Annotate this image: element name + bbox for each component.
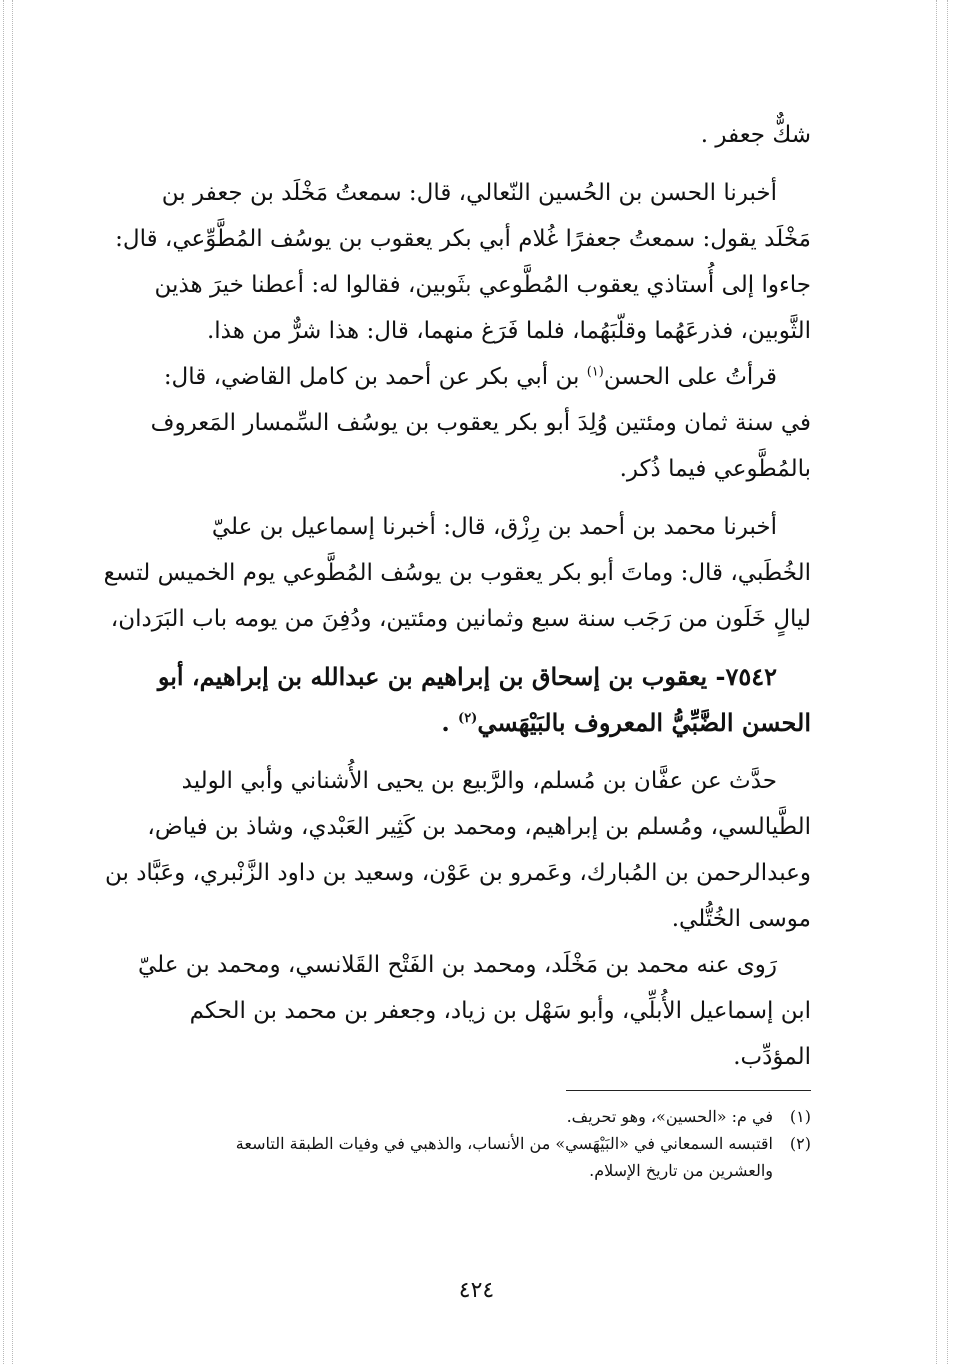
footnote-marker[interactable]: (١) <box>586 364 604 380</box>
entry-heading <box>95 654 811 746</box>
footnote-separator <box>566 1090 811 1091</box>
footnote-marker[interactable]: (٢) <box>458 711 478 726</box>
text-line: مَخْلَد يقول: سمعتُ جعفرًا غُلام أبي بكر يعقوب بن يوسُف المُطَّوِّعي، قال: <box>115 226 811 252</box>
text-line: جاءوا إلى أُستاذي يعقوب المُطَّوعي بثَوبين، فقالوا له: أعطنا خيرَ هذين <box>154 272 811 298</box>
text-line: موسى الخُتُّلي. <box>671 906 811 932</box>
text-line: وعبدالرحمن بن المُبارك، وعَمرو بن عَوْن، وسعيد بن داود الزَّنْبري، وعَبَّاد بن <box>104 860 811 886</box>
text-line: المؤدِّب. <box>733 1044 811 1070</box>
text-line: الطَّيالسي، ومُسلم بن إبراهيم، ومحمد بن كَثِير العَبْدي، وشاذ بن فياض، <box>147 814 811 840</box>
footnote-text: اقتبسه السمعاني في «البَيْهَسي» من الأنساب، والذهبي في وفيات الطبقة التاسعة <box>235 1134 773 1153</box>
text-line: ليالٍ خَلَون من رَجَب سنة سبع وثمانين ومئتين، ودُفِنَ من يومه باب البَرَدان، <box>110 606 811 632</box>
margin-guide-line <box>12 0 13 1364</box>
paragraph <box>95 170 811 354</box>
entry-title-line: ٧٥٤٢- يعقوب بن إسحاق بن إبراهيم بن عبدالله بن إبراهيم، أبو <box>157 662 777 691</box>
text-line: أخبرنا محمد بن أحمد بن رِزْق، قال: أخبرنا إسماعيل بن عليّ <box>211 514 777 540</box>
text-fragment: قرأتُ على الحسن <box>603 364 777 390</box>
text-line: حدَّث عن عفَّان بن مُسلم، والرَّبيع بن يحيى الأُشناني وأبي الوليد <box>181 768 777 794</box>
footnotes <box>95 1103 811 1184</box>
text-fragment: الحسن الضَّبِّيُّ المعروف بالبَيْهَسي <box>477 708 811 737</box>
paragraph <box>95 354 811 492</box>
footnote-number: (١) <box>789 1107 811 1126</box>
text-line <box>95 354 811 400</box>
paragraph <box>95 758 811 942</box>
text-fragment: بن أبي بكر عن أحمد بن كامل القاضي، قال: <box>163 364 587 390</box>
text-line: الثَّوبين، فذرعَهُما وقلّبَهُما، فلما فَرَغ منهما، قال: هذا شرٌّ من هذا. <box>206 318 811 344</box>
footnote-text: في م: «الحسين»، وهو تحريف. <box>566 1107 773 1126</box>
paragraph <box>95 504 811 642</box>
text-line: رَوى عنه محمد بن مَخْلَد، ومحمد بن الفَتْح القَلانسي، ومحمد بن عليّ <box>137 952 777 978</box>
paragraph <box>95 942 811 1080</box>
page-body <box>95 112 811 1184</box>
footnote <box>95 1103 811 1130</box>
text-line: الخُطَبي، قال: وماتَ أبو بكر يعقوب بن يوسُف المُطَّوعي يوم الخميس لتسع <box>103 560 811 586</box>
page-number: ٤٢٤ <box>458 1278 495 1303</box>
margin-guide-line <box>936 0 937 1364</box>
margin-guide-line <box>947 0 948 1364</box>
text-line: ابن إسماعيل الأُبلِّي، وأبو سَهْل بن زياد، وجعفر بن محمد بن الحكم <box>189 998 811 1024</box>
footnote-number: (٢) <box>789 1134 811 1153</box>
text-line: شكٌّ جعفر . <box>700 122 811 148</box>
entry-title-line: الحسن الضَّبِّيُّ المعروف بالبَيْهَسي$^{(٢)}$ . <box>441 708 811 737</box>
margin-guide-line <box>3 0 4 1364</box>
text-line: في سنة ثمان ومئتين وُلِدَ أبو بكر يعقوب بن يوسُف السِّمسار المَعروف <box>150 410 811 436</box>
text-line: أخبرنا الحسن بن الحُسين النّعالي، قال: سمعتُ مَخْلَد بن جعفر بن <box>161 180 777 206</box>
text-line: بالمُطَّوعي فيما ذُكر. <box>619 456 811 482</box>
footnote <box>95 1130 811 1157</box>
footnote-continuation: والعشرين من تاريخ الإسلام. <box>589 1161 773 1180</box>
